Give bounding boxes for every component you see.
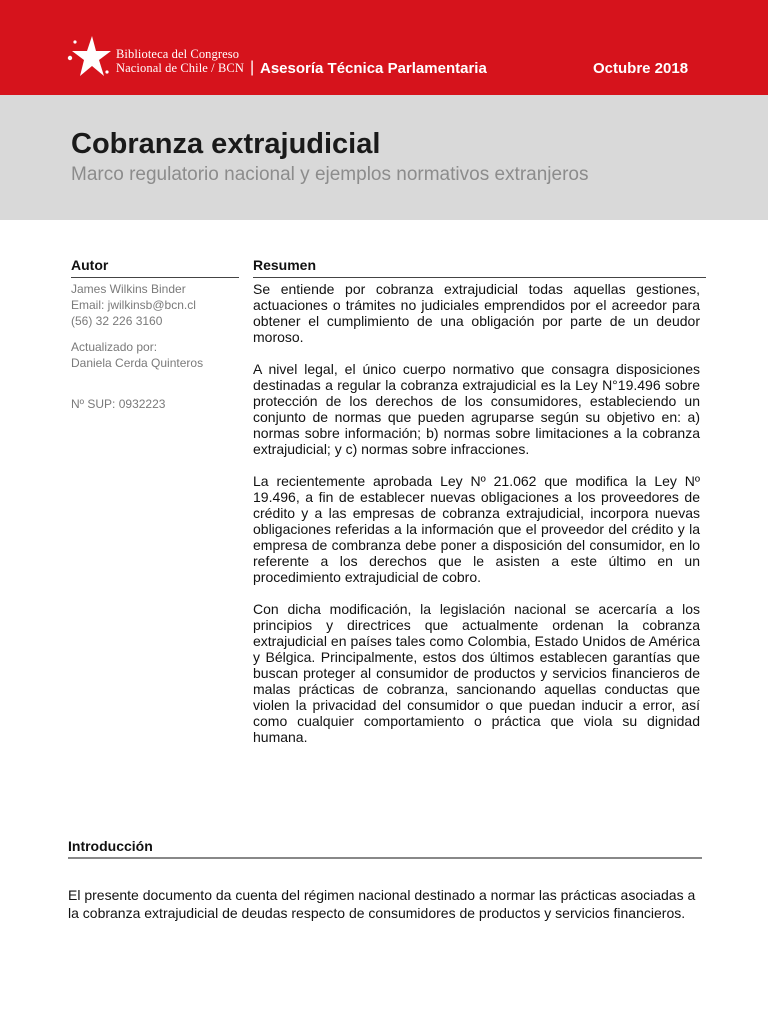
sup-number: Nº SUP: 0932223 (71, 397, 166, 411)
header-separator: | (250, 59, 255, 76)
author-email: Email: jwilkinsb@bcn.cl (71, 298, 196, 312)
summary-heading: Resumen (253, 257, 317, 273)
author-contact (71, 281, 196, 329)
author-name: James Wilkins Binder (71, 282, 186, 296)
updated-label: Actualizado por: (71, 340, 158, 354)
summary-body (253, 281, 700, 761)
logo-line-1: Biblioteca del Congreso (116, 47, 240, 61)
summary-paragraph: La recientemente aprobada Ley Nº 21.062 que modifica la Ley Nº 19.496, a fin de establecer nuevas obligaciones a los proveedores de crédito y a las empresas de cobranza extrajudicial, incorpora nuevas obligaciones referidas a la información que el proveedor del crédito y la empresa de combranza debe poner a disposición del consumidor, en lo referente a los derechos que le asisten a este último en un procedimiento extrajudicial de cobro. (253, 473, 700, 585)
updated-name: Daniela Cerda Quinteros (71, 356, 204, 370)
author-phone: (56) 32 226 3160 (71, 314, 163, 328)
logo-line-2: Nacional de Chile / BCN (116, 61, 244, 75)
updated-by (71, 339, 203, 371)
summary-paragraph: A nivel legal, el único cuerpo normativo que consagra disposiciones destinadas a regular la cobranza extrajudicial es la Ley N°19.496 sobre protección de los derechos de los consumidores, estableciendo un conjunto de normas que pueden agruparse según su objetivo en: a) normas sobre información; b) normas sobre limitaciones a la cobranza extrajudicial; y c) normas sobre infracciones. (253, 361, 700, 457)
document-subtitle: Marco regulatorio nacional y ejemplos normativos extranjeros (71, 164, 589, 185)
document-title: Cobranza extrajudicial (71, 128, 381, 160)
intro-heading: Introducción (68, 838, 153, 854)
intro-rule (68, 857, 702, 859)
bcn-star-logo-icon (66, 34, 112, 80)
logo-text (116, 47, 244, 75)
author-rule (71, 277, 239, 278)
summary-rule (253, 277, 706, 278)
section-name: Asesoría Técnica Parlamentaria (260, 60, 487, 77)
header-bar (0, 0, 768, 95)
author-heading: Autor (71, 257, 109, 273)
summary-paragraph: Con dicha modificación, la legislación nacional se acercaría a los principios y directrices que actualmente ordenan la cobranza extrajudicial en países tales como Colombia, Estado Unidos de América y Bélgica. Principalmente, estos dos últimos establecen garantías que buscan proteger al consumidor de productos y servicios financieros de malas prácticas de cobranza, sancionando aquellas conductas que violen la privacidad del consumidor o que puedan inducir a error, así como cualquier comportamiento o práctica que viola su dignidad humana. (253, 601, 700, 745)
summary-paragraph: Se entiende por cobranza extrajudicial todas aquellas gestiones, actuaciones o trámites no judiciales emprendidos por el acreedor para obtener el cumplimiento de una obligación por parte de un deudor moroso. (253, 281, 700, 345)
document-date: Octubre 2018 (593, 60, 689, 77)
intro-text: El presente documento da cuenta del régimen nacional destinado a normar las prácticas asociadas a la cobranza extrajudicial de deudas respecto de consumidores de productos y servicios financieros. (68, 887, 696, 921)
